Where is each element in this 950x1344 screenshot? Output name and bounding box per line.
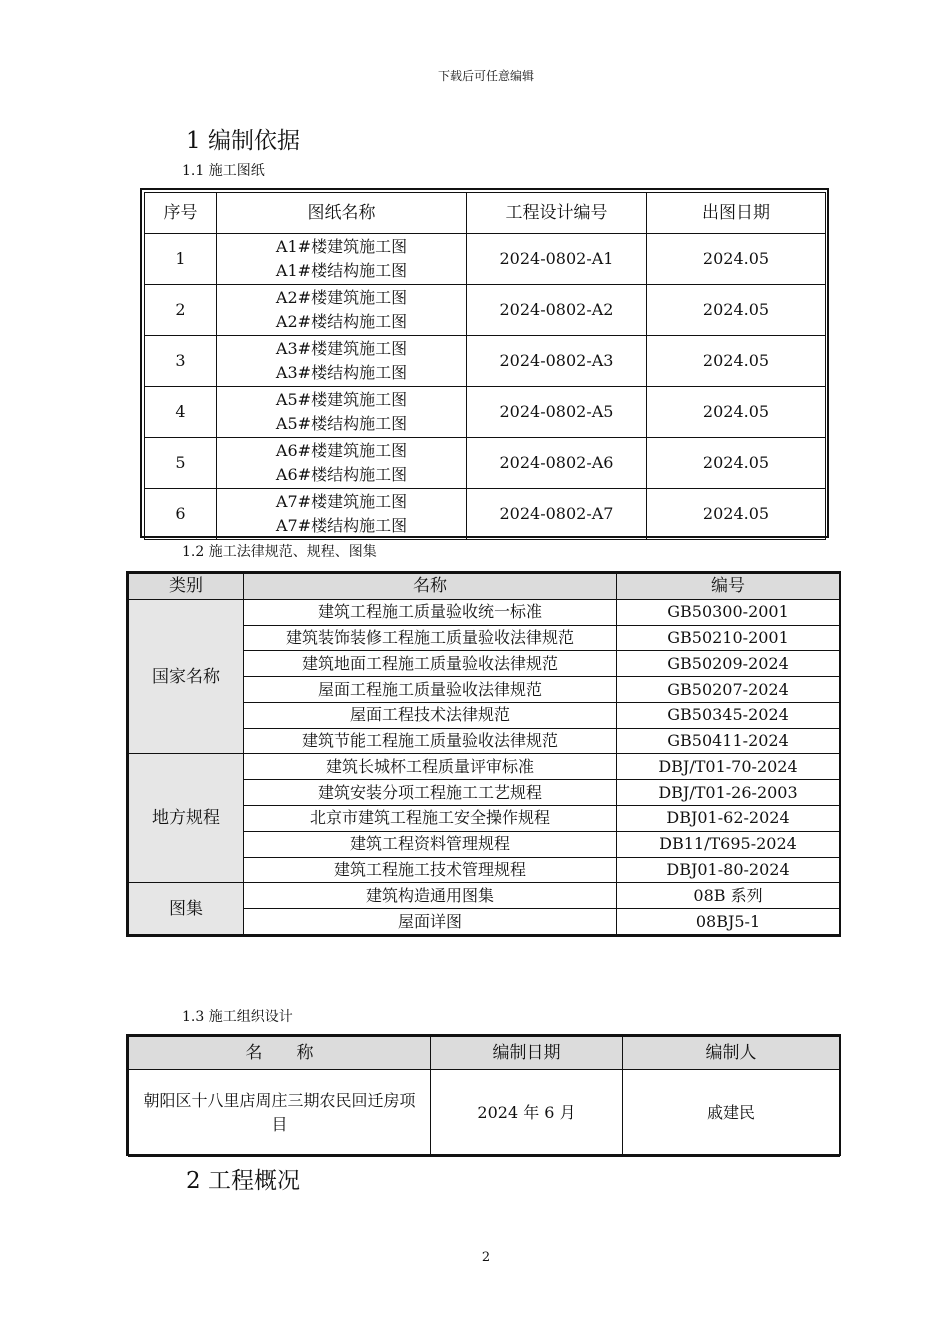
header-cell: 类别 xyxy=(129,574,244,600)
table-row xyxy=(145,234,826,285)
table-row xyxy=(145,336,826,387)
standard-name: 建筑安装分项工程施工工艺规程 xyxy=(244,780,617,806)
standard-code: DBJ/T01-70-2024 xyxy=(617,754,840,780)
design-code: 2024-0802-A7 xyxy=(467,489,647,540)
standard-name: 北京市建筑工程施工安全操作规程 xyxy=(244,806,617,832)
org-design-table-header xyxy=(129,1037,840,1070)
drawing-name: A3#楼建筑施工图 xyxy=(275,339,408,358)
subsection-1-2-title: 1.2 施工法律规范、规程、图集 xyxy=(182,544,377,560)
page-number: 2 xyxy=(481,1250,491,1265)
row-number: 4 xyxy=(145,387,217,438)
header-cell: 编制人 xyxy=(623,1037,840,1070)
drawings-table xyxy=(144,192,826,540)
header-cell: 图纸名称 xyxy=(217,193,467,234)
issue-date: 2024.05 xyxy=(647,438,826,489)
header-cell: 名称 xyxy=(244,574,617,600)
header-cell: 名 称 xyxy=(129,1037,431,1070)
row-number: 2 xyxy=(145,285,217,336)
table-row xyxy=(129,883,840,909)
drawing-names xyxy=(217,285,467,336)
table-row xyxy=(145,489,826,540)
table-row xyxy=(145,387,826,438)
table-row xyxy=(129,1070,840,1157)
standard-name: 建筑装饰装修工程施工质量验收法律规范 xyxy=(244,625,617,651)
drawing-names xyxy=(217,438,467,489)
drawing-names xyxy=(217,387,467,438)
table-row xyxy=(145,285,826,336)
standard-code: 08BJ5-1 xyxy=(617,909,840,935)
drawings-table-header xyxy=(145,193,826,234)
subsection-1-3-title: 1.3 施工组织设计 xyxy=(182,1009,293,1025)
header-cell: 序号 xyxy=(145,193,217,234)
standard-code: GB50411-2024 xyxy=(617,728,840,754)
standards-table-frame xyxy=(126,571,841,937)
category-cell: 图集 xyxy=(129,883,244,935)
standard-code: DBJ01-62-2024 xyxy=(617,806,840,832)
standard-name: 建筑长城杯工程质量评审标准 xyxy=(244,754,617,780)
standard-code: DBJ/T01-26-2003 xyxy=(617,780,840,806)
standard-name: 建筑构造通用图集 xyxy=(244,883,617,909)
header-note: 下载后可任意编辑 xyxy=(437,69,534,83)
standard-code: GB50210-2001 xyxy=(617,625,840,651)
design-code: 2024-0802-A1 xyxy=(467,234,647,285)
row-number: 6 xyxy=(145,489,217,540)
standard-name: 屋面工程施工质量验收法律规范 xyxy=(244,677,617,703)
issue-date: 2024.05 xyxy=(647,285,826,336)
standard-name: 建筑节能工程施工质量验收法律规范 xyxy=(244,728,617,754)
row-number: 1 xyxy=(145,234,217,285)
drawing-name: A2#楼建筑施工图 xyxy=(275,288,408,307)
drawing-name: A3#楼结构施工图 xyxy=(275,363,408,382)
table-row xyxy=(129,754,840,780)
drawing-name: A1#楼建筑施工图 xyxy=(275,237,408,256)
drawing-names xyxy=(217,489,467,540)
standard-name: 屋面详图 xyxy=(244,909,617,935)
standard-name: 建筑地面工程施工质量验收法律规范 xyxy=(244,651,617,677)
standards-table xyxy=(128,573,840,935)
issue-date: 2024.05 xyxy=(647,387,826,438)
standard-name: 建筑工程施工质量验收统一标准 xyxy=(244,599,617,625)
row-number: 3 xyxy=(145,336,217,387)
category-cell: 国家名称 xyxy=(129,599,244,754)
drawing-names xyxy=(217,336,467,387)
issue-date: 2024.05 xyxy=(647,489,826,540)
standards-table-header xyxy=(129,574,840,600)
standard-code: DBJ01-80-2024 xyxy=(617,857,840,883)
drawings-table-frame xyxy=(140,188,829,538)
drawing-name: A5#楼建筑施工图 xyxy=(275,390,408,409)
drawing-name: A7#楼结构施工图 xyxy=(275,516,408,535)
standard-code: 08B 系列 xyxy=(617,883,840,909)
drawing-name: A5#楼结构施工图 xyxy=(275,414,408,433)
category-cell: 地方规程 xyxy=(129,754,244,883)
org-design-table xyxy=(128,1036,840,1157)
standard-code: DB11/T695-2024 xyxy=(617,831,840,857)
design-code: 2024-0802-A2 xyxy=(467,285,647,336)
drawing-name: A2#楼结构施工图 xyxy=(275,312,408,331)
drawing-name: A6#楼结构施工图 xyxy=(275,465,408,484)
design-code: 2024-0802-A6 xyxy=(467,438,647,489)
standard-name: 建筑工程施工技术管理规程 xyxy=(244,857,617,883)
header-cell: 出图日期 xyxy=(647,193,826,234)
drawing-name: A1#楼结构施工图 xyxy=(275,261,408,280)
design-code: 2024-0802-A3 xyxy=(467,336,647,387)
compiler: 戚建民 xyxy=(623,1070,840,1157)
header-cell: 工程设计编号 xyxy=(467,193,647,234)
header-cell: 编号 xyxy=(617,574,840,600)
table-row xyxy=(129,599,840,625)
standard-name: 屋面工程技术法律规范 xyxy=(244,702,617,728)
standard-code: GB50209-2024 xyxy=(617,651,840,677)
row-number: 5 xyxy=(145,438,217,489)
section-1-title: 1 编制依据 xyxy=(186,128,300,154)
subsection-1-1-title: 1.1 施工图纸 xyxy=(182,163,265,179)
issue-date: 2024.05 xyxy=(647,336,826,387)
table-row xyxy=(145,438,826,489)
standard-code: GB50207-2024 xyxy=(617,677,840,703)
issue-date: 2024.05 xyxy=(647,234,826,285)
drawing-names xyxy=(217,234,467,285)
section-2-title: 2 工程概况 xyxy=(186,1168,300,1194)
standard-name: 建筑工程资料管理规程 xyxy=(244,831,617,857)
drawing-name: A6#楼建筑施工图 xyxy=(275,441,408,460)
project-name: 朝阳区十八里店周庄三期农民回迁房项目 xyxy=(129,1070,431,1157)
drawing-name: A7#楼建筑施工图 xyxy=(275,492,408,511)
header-cell: 编制日期 xyxy=(431,1037,623,1070)
compile-date: 2024 年 6 月 xyxy=(431,1070,623,1157)
standard-code: GB50300-2001 xyxy=(617,599,840,625)
standard-code: GB50345-2024 xyxy=(617,702,840,728)
design-code: 2024-0802-A5 xyxy=(467,387,647,438)
org-design-table-frame xyxy=(126,1034,841,1156)
